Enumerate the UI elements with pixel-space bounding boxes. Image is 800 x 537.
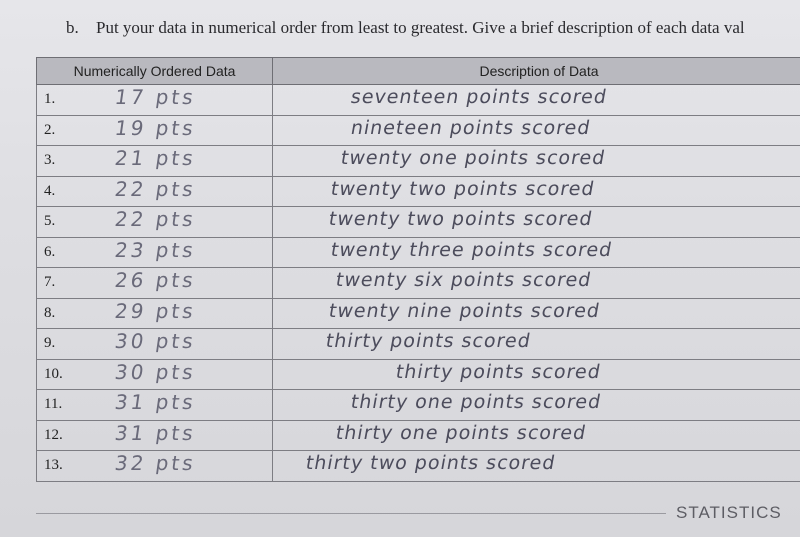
handwritten-value: 30 pts xyxy=(113,329,198,353)
handwritten-description: twenty three points scored xyxy=(329,238,615,261)
handwritten-description: seventeen points scored xyxy=(349,86,609,108)
row-number: 4. xyxy=(44,182,56,199)
handwritten-description: twenty nine points scored xyxy=(327,299,603,322)
description-cell xyxy=(273,298,800,329)
handwritten-value: 32 pts xyxy=(113,451,198,475)
description-cell xyxy=(273,207,800,238)
handwritten-description: thirty points scored xyxy=(394,360,603,383)
table-row xyxy=(37,237,800,268)
description-cell xyxy=(273,359,800,390)
footer-section-label: STATISTICS xyxy=(676,503,782,522)
handwritten-value: 29 pts xyxy=(113,298,198,323)
row-number: 7. xyxy=(44,274,56,290)
handwritten-description: twenty two points scored xyxy=(327,208,595,230)
row-number: 6. xyxy=(44,243,56,260)
handwritten-value: 23 pts xyxy=(113,237,198,262)
handwritten-description: twenty two points scored xyxy=(329,177,597,200)
ordered-data-cell xyxy=(37,268,273,299)
handwritten-value: 19 pts xyxy=(113,115,198,140)
table-row xyxy=(37,390,800,421)
handwritten-value: 21 pts xyxy=(113,146,198,170)
handwritten-value: 17 pts xyxy=(113,85,198,109)
row-number: 5. xyxy=(44,213,56,229)
row-number: 13. xyxy=(44,457,63,473)
handwritten-description: thirty two points scored xyxy=(304,452,558,474)
row-number: 10. xyxy=(44,365,63,382)
handwritten-value: 22 pts xyxy=(113,176,198,201)
row-number: 9. xyxy=(44,335,56,351)
ordered-data-cell xyxy=(37,329,273,360)
row-number: 12. xyxy=(44,426,63,443)
table-row xyxy=(37,451,800,482)
description-cell xyxy=(273,85,800,116)
ordered-data-cell xyxy=(37,115,273,146)
handwritten-description: nineteen points scored xyxy=(349,116,593,139)
handwritten-value: 30 pts xyxy=(113,359,198,384)
table-row xyxy=(37,176,800,207)
handwritten-description: twenty one points scored xyxy=(339,147,608,169)
ordered-data-cell xyxy=(37,298,273,329)
header-ordered-data: Numerically Ordered Data xyxy=(37,58,273,85)
handwritten-value: 31 pts xyxy=(113,390,198,414)
header-description: Description of Data xyxy=(273,58,800,85)
description-cell xyxy=(273,176,800,207)
row-number: 8. xyxy=(44,304,56,321)
table-row xyxy=(37,115,800,146)
description-cell xyxy=(273,237,800,268)
ordered-data-cell xyxy=(37,390,273,421)
data-table xyxy=(36,57,800,482)
description-cell xyxy=(273,146,800,177)
row-number: 1. xyxy=(44,91,56,107)
ordered-data-cell xyxy=(37,359,273,390)
handwritten-value: 26 pts xyxy=(113,268,198,292)
handwritten-value: 31 pts xyxy=(113,420,198,445)
handwritten-description: thirty one points scored xyxy=(349,391,604,413)
description-cell xyxy=(273,451,800,482)
question-letter: b. xyxy=(66,18,79,37)
table-row xyxy=(37,146,800,177)
handwritten-description: thirty points scored xyxy=(324,330,533,352)
ordered-data-cell xyxy=(37,85,273,116)
table-row xyxy=(37,207,800,238)
table-row xyxy=(37,420,800,451)
ordered-data-cell xyxy=(37,451,273,482)
ordered-data-cell xyxy=(37,207,273,238)
ordered-data-cell xyxy=(37,176,273,207)
row-number: 3. xyxy=(44,152,56,168)
description-cell xyxy=(273,390,800,421)
table-row xyxy=(37,298,800,329)
description-cell xyxy=(273,329,800,360)
table-row xyxy=(37,329,800,360)
table-row xyxy=(37,359,800,390)
question-text: Put your data in numerical order from least to greatest. Give a brief description of each data val xyxy=(96,18,745,37)
description-cell xyxy=(273,420,800,451)
handwritten-description: thirty one points scored xyxy=(334,421,589,444)
row-number: 11. xyxy=(44,396,63,412)
table-row xyxy=(37,85,800,116)
ordered-data-cell xyxy=(37,237,273,268)
ordered-data-cell xyxy=(37,420,273,451)
table-row xyxy=(37,268,800,299)
handwritten-value: 22 pts xyxy=(113,207,198,231)
description-cell xyxy=(273,268,800,299)
footer-divider xyxy=(36,513,666,514)
ordered-data-cell xyxy=(37,146,273,177)
description-cell xyxy=(273,115,800,146)
question-prompt xyxy=(66,18,800,38)
handwritten-description: twenty six points scored xyxy=(334,269,594,291)
table-header-row xyxy=(37,58,800,85)
row-number: 2. xyxy=(44,121,56,138)
